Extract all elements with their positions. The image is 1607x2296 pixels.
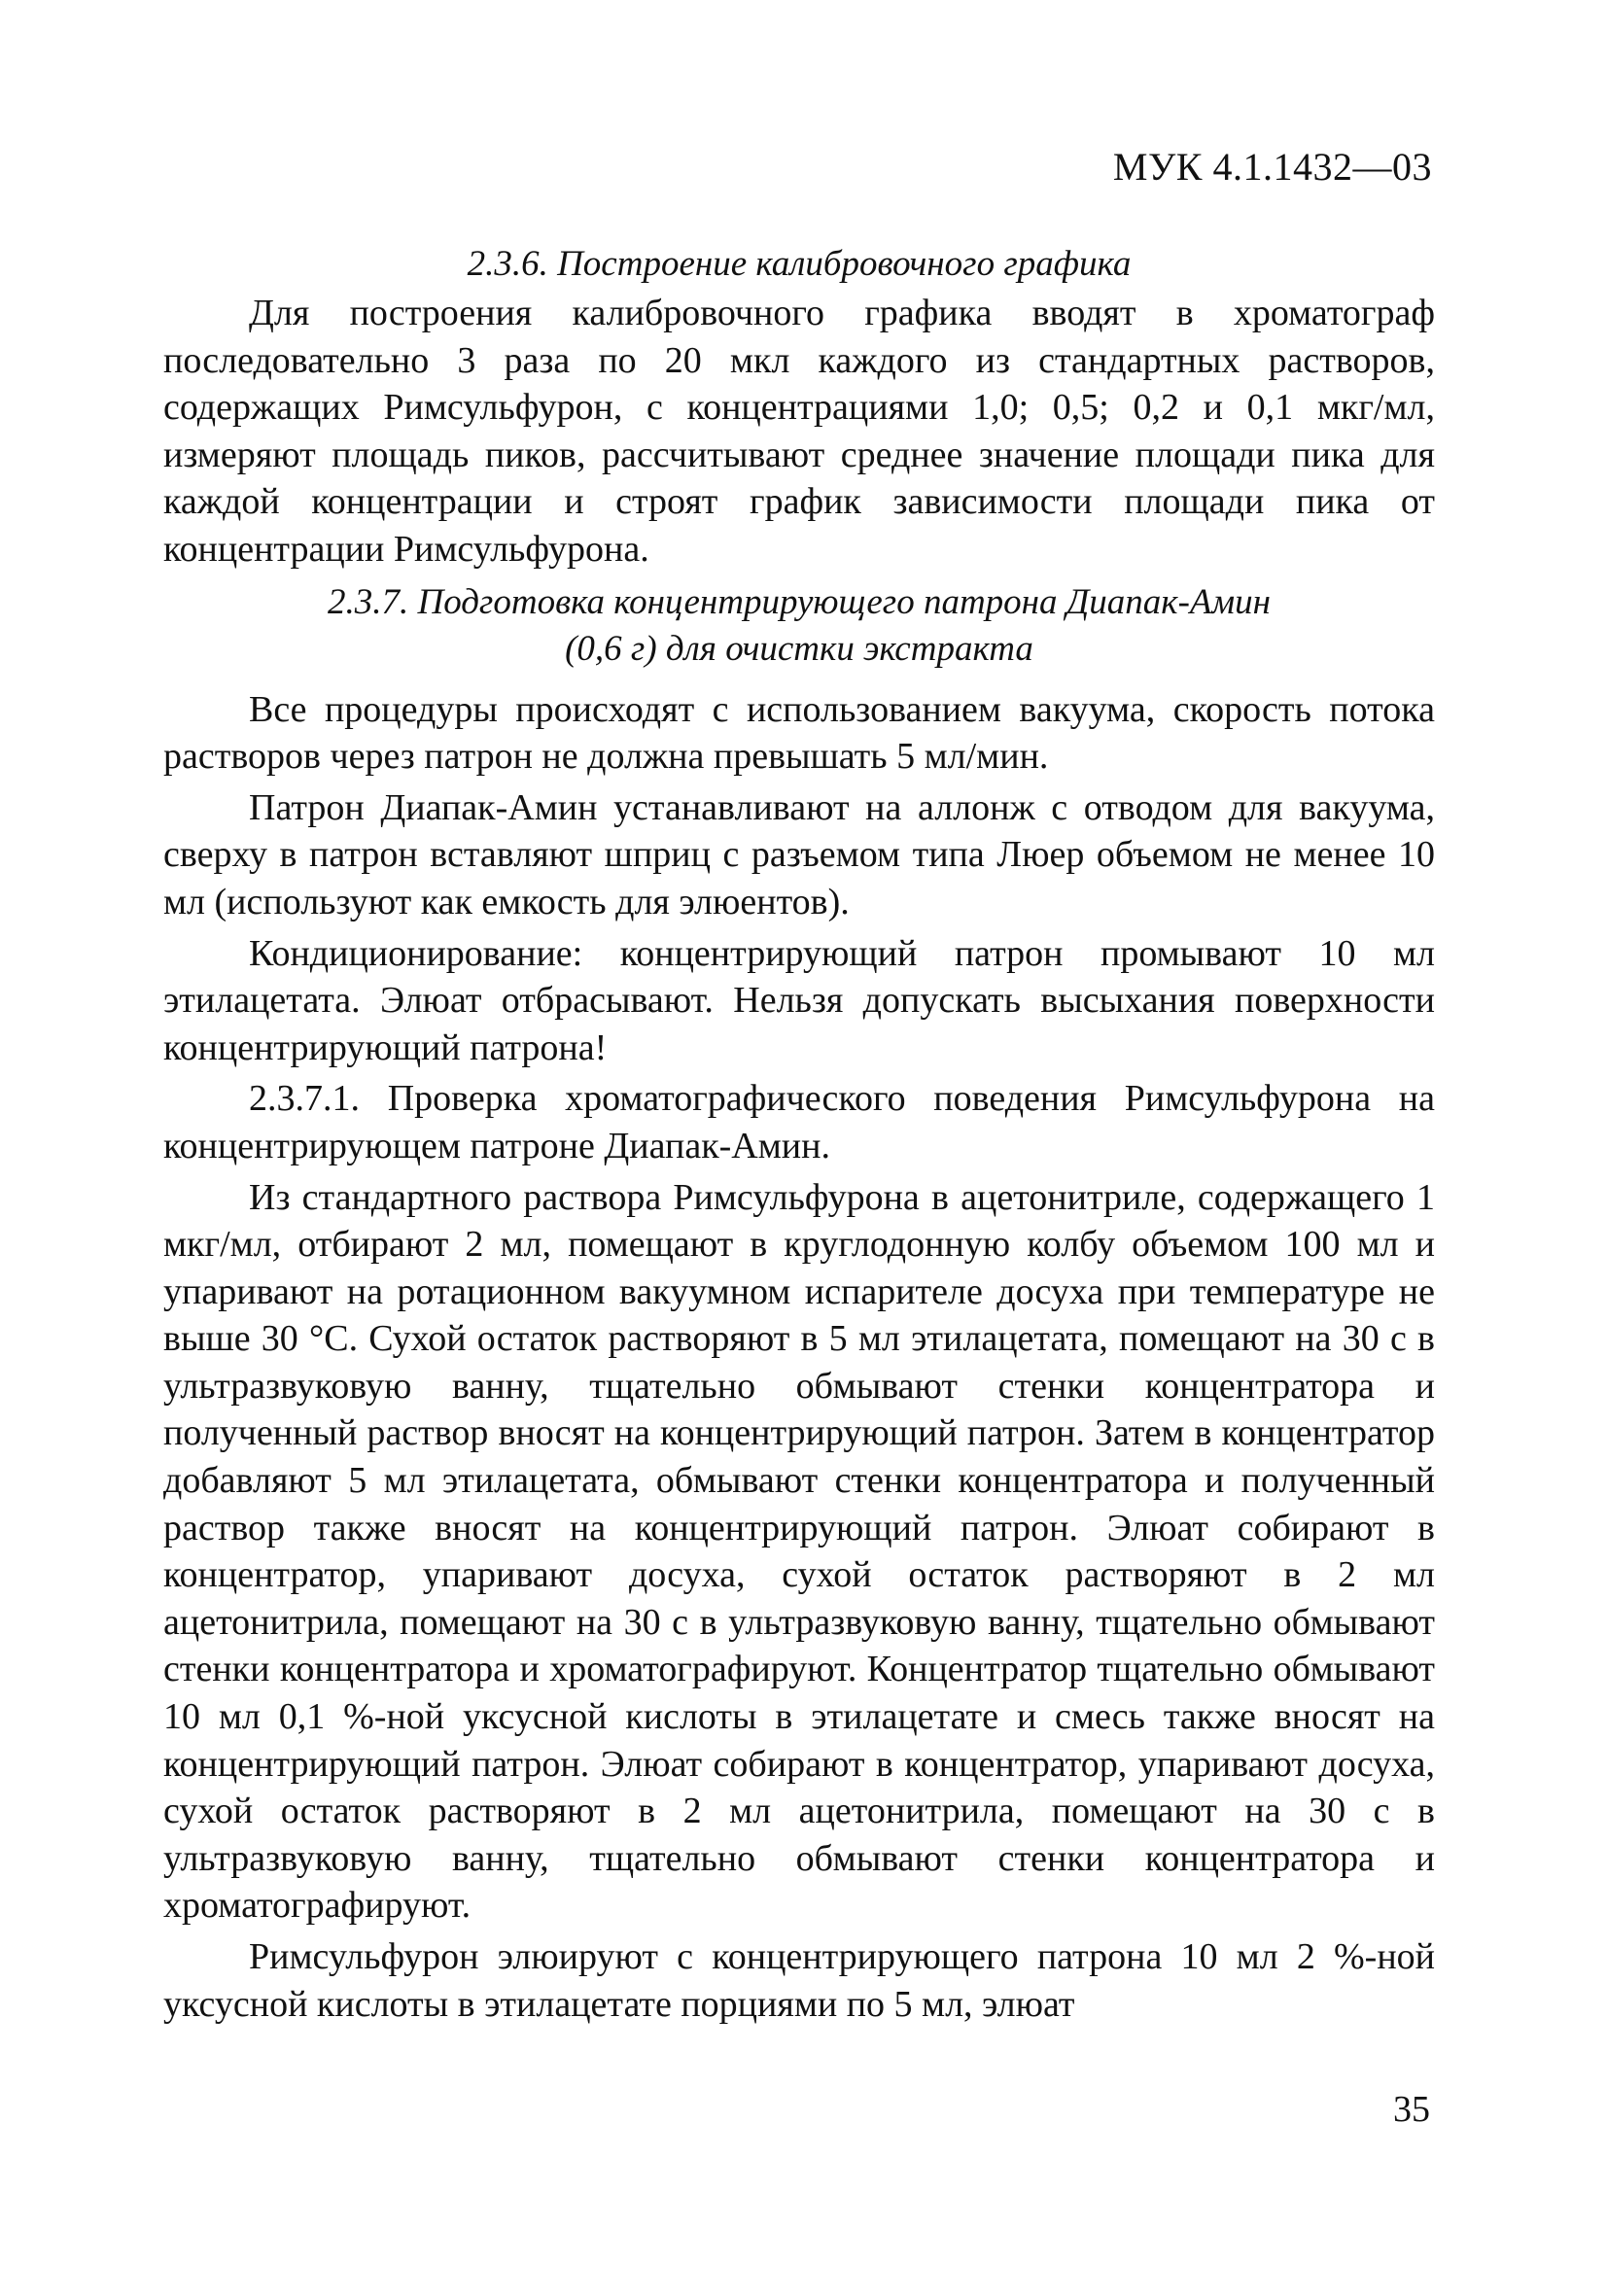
section-2-3-6-title: 2.3.6. Построение калибровочного графика: [467, 244, 1132, 284]
paragraph: Все процедуры происходят с использованием вакуума, скорость потока растворов через патрон не должна превышать 5 мл/мин.: [163, 688, 1435, 778]
document-code: МУК 4.1.1432—03: [1112, 145, 1432, 189]
section-2-3-7-title-line2: (0,6 г) для очистки экстракта: [565, 628, 1033, 669]
document-body: [163, 241, 1435, 2028]
paragraph: Для построения калибровочного графика вводят в хроматограф последовательно 3 раза по 20 мкл каждого из стандартных растворов, содержащих Римсульфурон, с концентрациями 1,0; 0,5; 0,2 и 0,1 мкг/мл, измеряют площадь пиков, рассчитывают среднее значение площади пика для каждой концентрации и строят график зависимости площади пика от концентрации Римсульфурона.: [163, 293, 1435, 570]
page-number: 35: [1393, 2089, 1430, 2130]
paragraph: Кондиционирование: концентрирующий патрон промывают 10 мл этилацетата. Элюат отбрасывают. Нельзя допускать высыхания поверхности концентрирующий патрона!: [163, 932, 1435, 1068]
paragraph: Из стандартного раствора Римсульфурона в ацетонитриле, содержащего 1 мкг/мл, отбирают 2 мл, помещают в круглодонную колбу объемом 100 мл и упаривают на ротационном вакуумном испарителе досуха при температуре не выше 30 °С. Сухой остаток растворяют в 5 мл этилацетата, помещают на 30 с в ультразвуковую ванну, тщательно обмывают стенки концентратора и полученный раствор вносят на концентрирующий патрон. Затем в концентратор добавляют 5 мл этилацетата, обмывают стенки концентратора и полученный раствор также вносят на концентрирующий патрон. Элюат собирают в концентратор, упаривают досуха, сухой остаток растворяют в 2 мл ацетонитрила, помещают на 30 с в ультразвуковую ванну, тщательно обмывают стенки концентратора и хроматографируют. Концентратор тщательно обмывают 10 мл 0,1 %-ной уксусной кислоты в этилацетате и смесь также вносят на концентрирующий патрон. Элюат собирают в концентратор, упаривают досуха, сухой остаток растворяют в 2 мл ацетонитрила, помещают на 30 с в ультразвуковую ванну, тщательно обмывают стенки концентратора и хроматографируют.: [163, 1176, 1435, 1927]
paragraph: Римсульфурон элюируют с концентрирующего патрона 10 мл 2 %-ной уксусной кислоты в этилацетате порциями по 5 мл, элюат: [163, 1936, 1435, 2025]
paragraph: Патрон Диапак-Амин устанавливают на аллонж с отводом для вакуума, сверху в патрон вставляют шприц с разъемом типа Люер объемом не менее 10 мл (используют как емкость для элюентов).: [163, 786, 1435, 922]
section-2-3-7-title-line1: 2.3.7. Подготовка концентрирующего патрона Диапак-Амин: [327, 581, 1272, 622]
subsection-2-3-7-1-heading: 2.3.7.1. Проверка хроматографического поведения Римсульфурона на концентрирующем патроне Диапак-Амин.: [163, 1078, 1435, 1166]
section-2-3-7-title: [163, 579, 1435, 673]
